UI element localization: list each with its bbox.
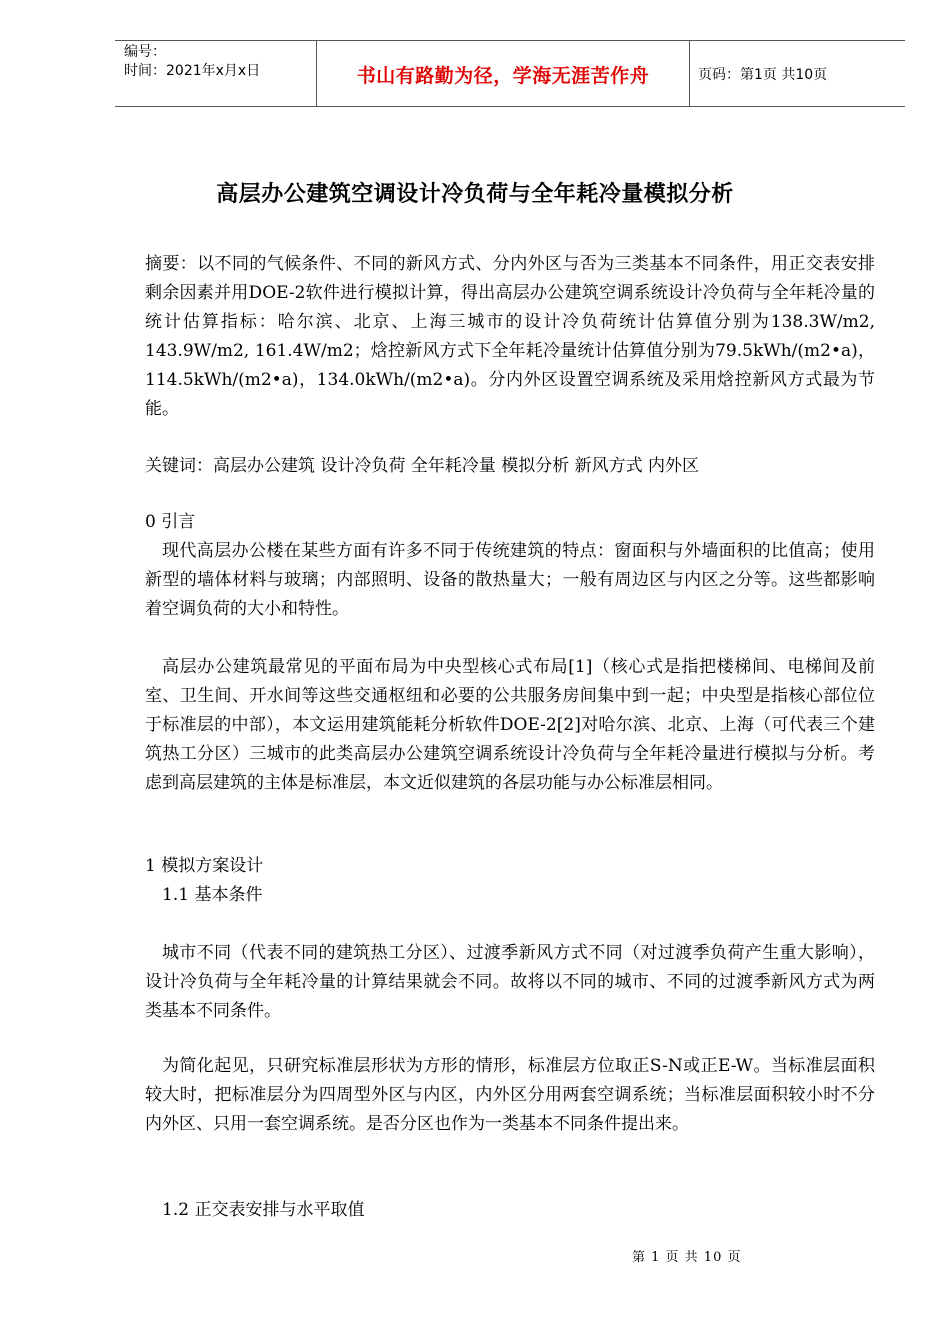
motto-text: 书山有路勤为径，学海无涯苦作舟 <box>356 64 650 87</box>
body-paragraph: 现代高层办公楼在某些方面有许多不同于传统建筑的特点：窗面积与外墙面积的比值高；使用新型的墙体材料与玻璃；内部照明、设备的散热量大；一般有周边区与内区之分等。这些都影响着空调负荷的大小和特性。 <box>145 541 875 619</box>
page-header <box>115 40 905 107</box>
section-heading: 0 引言 <box>145 512 196 532</box>
page-info: 页码：第1页 共10页 <box>698 67 828 83</box>
header-left-cell <box>115 41 316 107</box>
subsection-1-1-heading-block <box>145 881 875 910</box>
body-paragraph: 城市不同（代表不同的建筑热工分区）、过渡季新风方式不同（对过渡季负荷产生重大影响），设计冷负荷与全年耗冷量的计算结果就会不同。故将以不同的城市、不同的过渡季新风方式为两类基本不同条件。 <box>145 943 875 1021</box>
section-0-heading-block <box>145 508 875 537</box>
header-motto-cell <box>316 41 690 107</box>
body-paragraph: 为简化起见，只研究标准层形状为方形的情形，标准层方位取正S-N或正E-W。当标准层面积较大时，把标准层分为四周型外区与内区，内外区分用两套空调系统；当标准层面积较小时不分内外区、只用一套空调系统。是否分区也作为一类基本不同条件提出来。 <box>145 1056 875 1134</box>
section-1-paragraph-1-block <box>145 939 875 1026</box>
subsection-heading: 1.2 正交表安排与水平取值 <box>162 1200 365 1220</box>
keywords-block <box>145 452 875 481</box>
body-paragraph: 高层办公建筑最常见的平面布局为中央型核心式布局[1]（核心式是指把楼梯间、电梯间及前室、卫生间、开水间等这些交通枢纽和必要的公共服务房间集中到一起；中央型是指核心部位位于标准层的中部），本文运用建筑能耗分析软件DOE-2[2]对哈尔滨、北京、上海（可代表三个建筑热工分区）三城市的此类高层办公建筑空调系统设计冷负荷与全年耗冷量进行模拟与分析。考虑到高层建筑的主体是标准层，本文近似建筑的各层功能与办公标准层相同。 <box>145 657 875 793</box>
time-label: 时间：2021年x月x日 <box>124 63 261 79</box>
abstract-paragraph: 摘要：以不同的气候条件、不同的新风方式、分内外区与否为三类基本不同条件，用正交表安排剩余因素并用DOE-2软件进行模拟计算，得出高层办公建筑空调系统设计冷负荷与全年耗冷量的统计估算指标：哈尔滨、北京、上海三城市的设计冷负荷统计估算值分别为138.3W/m2, 143.9W/m2, 161.4W/m2；焓控新风方式下全年耗冷量统计估算值分别为79.5kWh/(m2•a)，114.5kWh/(m2•a)，134.0kWh/(m2•a)。分内外区设置空调系统及采用焓控新风方式最为节能。 <box>145 254 875 419</box>
subsection-heading: 1.1 基本条件 <box>162 885 263 905</box>
serial-label: 编号： <box>124 44 166 60</box>
keywords-paragraph: 关键词：高层办公建筑 设计冷负荷 全年耗冷量 模拟分析 新风方式 内外区 <box>145 456 700 476</box>
header-page-cell <box>690 41 905 107</box>
page-footer: 第 1 页 共 10 页 <box>632 1250 742 1265</box>
section-1-paragraph-2-block <box>145 1052 875 1139</box>
section-heading: 1 模拟方案设计 <box>145 856 264 876</box>
subsection-1-2-heading-block <box>145 1196 875 1225</box>
section-0-paragraph-1-block <box>145 537 875 624</box>
section-0-paragraph-2-block <box>145 653 875 798</box>
abstract-block <box>145 250 875 424</box>
section-1-heading-block <box>145 852 875 881</box>
document-title: 高层办公建筑空调设计冷负荷与全年耗冷量模拟分析 <box>216 182 734 207</box>
